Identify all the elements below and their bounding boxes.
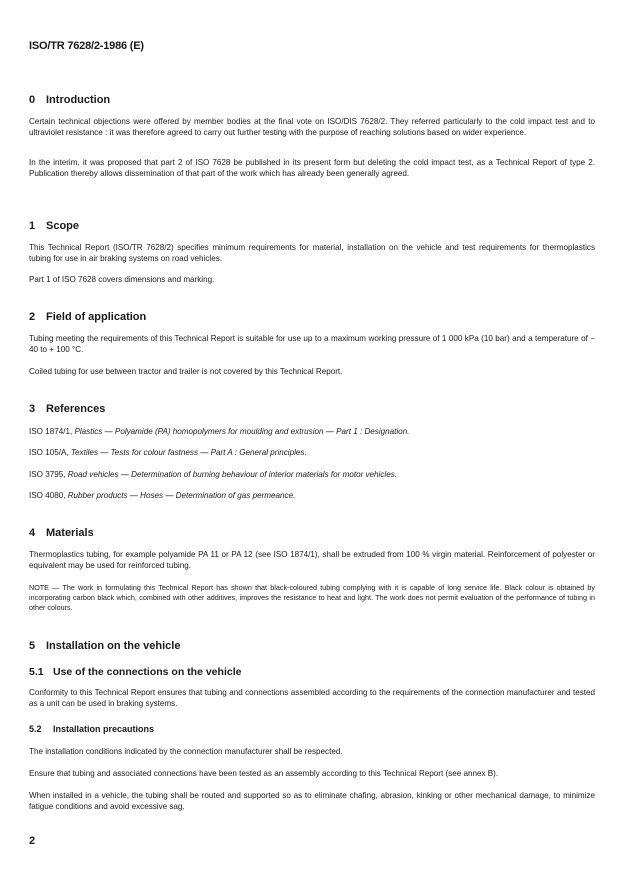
subsection-title: Installation precautions — [53, 724, 155, 734]
subsection-number: 5.1 — [29, 666, 44, 678]
section-heading-introduction — [29, 94, 595, 106]
reference-title: Textiles — Tests for colour fastness — Part A : General principles. — [70, 448, 307, 457]
paragraph: Coiled tubing for use between tractor and trailer is not covered by this Technical Report. — [29, 367, 343, 376]
subsection-heading-connections — [29, 666, 595, 678]
section-title: Field of application — [46, 311, 147, 323]
section-number: 1 — [29, 220, 36, 232]
reference-item — [29, 427, 595, 438]
section-number: 2 — [29, 311, 36, 323]
section-title: Introduction — [46, 94, 111, 106]
reference-title: Road vehicles — Determination of burning behaviour of interior materials for motor vehicles. — [67, 470, 398, 479]
paragraph: Tubing meeting the requirements of this Technical Report is suitable for use up to a maximum working pressure of 1 000 kPa (10 bar) and a temperature of − 40 to + 100 °C. — [29, 334, 595, 354]
subsection-title: Use of the connections on the vehicle — [53, 666, 242, 678]
section-title: References — [46, 403, 106, 415]
paragraph: Thermoplastics tubing, for example polyamide PA 11 or PA 12 (see ISO 1874/1), shall be extruded from 100 % virgin material. Reinforcement of polyester or equivalent may be used for reinforced tubing. — [29, 550, 595, 570]
section-heading-references — [29, 403, 595, 415]
section-title: Materials — [46, 527, 94, 539]
section-heading-installation — [29, 640, 595, 652]
paragraph: The installation conditions indicated by the connection manufacturer shall be respected. — [29, 747, 343, 756]
paragraph: Conformity to this Technical Report ensures that tubing and connections assembled according to the requirements of the connection manufacturer and tested as a unit can be used in braking systems. — [29, 688, 595, 708]
section-title: Installation on the vehicle — [46, 640, 181, 652]
section-heading-field-of-application — [29, 311, 595, 323]
section-number: 5 — [29, 640, 36, 652]
section-heading-scope — [29, 220, 595, 232]
reference-code: ISO 105/A, — [29, 448, 69, 457]
section-number: 0 — [29, 94, 36, 106]
paragraph: Ensure that tubing and associated connections have been tested as an assembly according to this Technical Report (see annex B). — [29, 769, 499, 778]
reference-code: ISO 1874/1, — [29, 427, 73, 436]
subsection-heading-precautions — [29, 724, 595, 734]
reference-item — [29, 448, 595, 459]
paragraph: When installed in a vehicle, the tubing shall be routed and supported so as to eliminate chafing, abrasion, kinking or other mechanical damage, to minimize fatigue conditions and avoid excessive sag. — [29, 791, 595, 811]
section-number: 4 — [29, 527, 36, 539]
note: NOTE — The work in formulating this Technical Report has shown that black-coloured tubing complying with it is capable of long service life. Black colour is obtained by incorporating carbon black which, combined with other additives, improves the resistance to heat and light. The work does not permit evaluation of the performance of tubing in other colours. — [29, 583, 595, 612]
section-number: 3 — [29, 403, 36, 415]
reference-title: Plastics — Polyamide (PA) homopolymers for moulding and extrusion — Part 1 : Designation. — [74, 427, 410, 436]
section-title: Scope — [46, 220, 80, 232]
page-number: 2 — [29, 835, 36, 847]
subsection-number: 5.2 — [29, 724, 42, 734]
paragraph: In the interim, it was proposed that part 2 of ISO 7628 be published in its present form but deleting the cold impact test, as a Technical Report of type 2. Publication thereby allows dissemination of that part of the work which has already been generally agreed. — [29, 158, 595, 178]
reference-item — [29, 491, 595, 502]
reference-item — [29, 470, 595, 481]
paragraph: Part 1 of ISO 7628 covers dimensions and marking. — [29, 275, 215, 284]
document-header: ISO/TR 7628/2-1986 (E) — [29, 40, 144, 52]
reference-code: ISO 4080, — [29, 491, 66, 500]
reference-code: ISO 3795, — [29, 470, 66, 479]
section-heading-materials — [29, 527, 595, 539]
paragraph: This Technical Report (ISO/TR 7628/2) specifies minimum requirements for material, installation on the vehicle and test requirements for thermoplastics tubing for use in air braking systems on road vehicles. — [29, 243, 595, 263]
reference-title: Rubber products — Hoses — Determination of gas permeance. — [67, 491, 296, 500]
paragraph: Certain technical objections were offered by member bodies at the final vote on ISO/DIS 7628/2. They referred particularly to the cold impact test and to ultraviolet resistance : it was therefore agreed to carry out further testing with the purpose of reaching solutions based on wider experience. — [29, 117, 595, 137]
